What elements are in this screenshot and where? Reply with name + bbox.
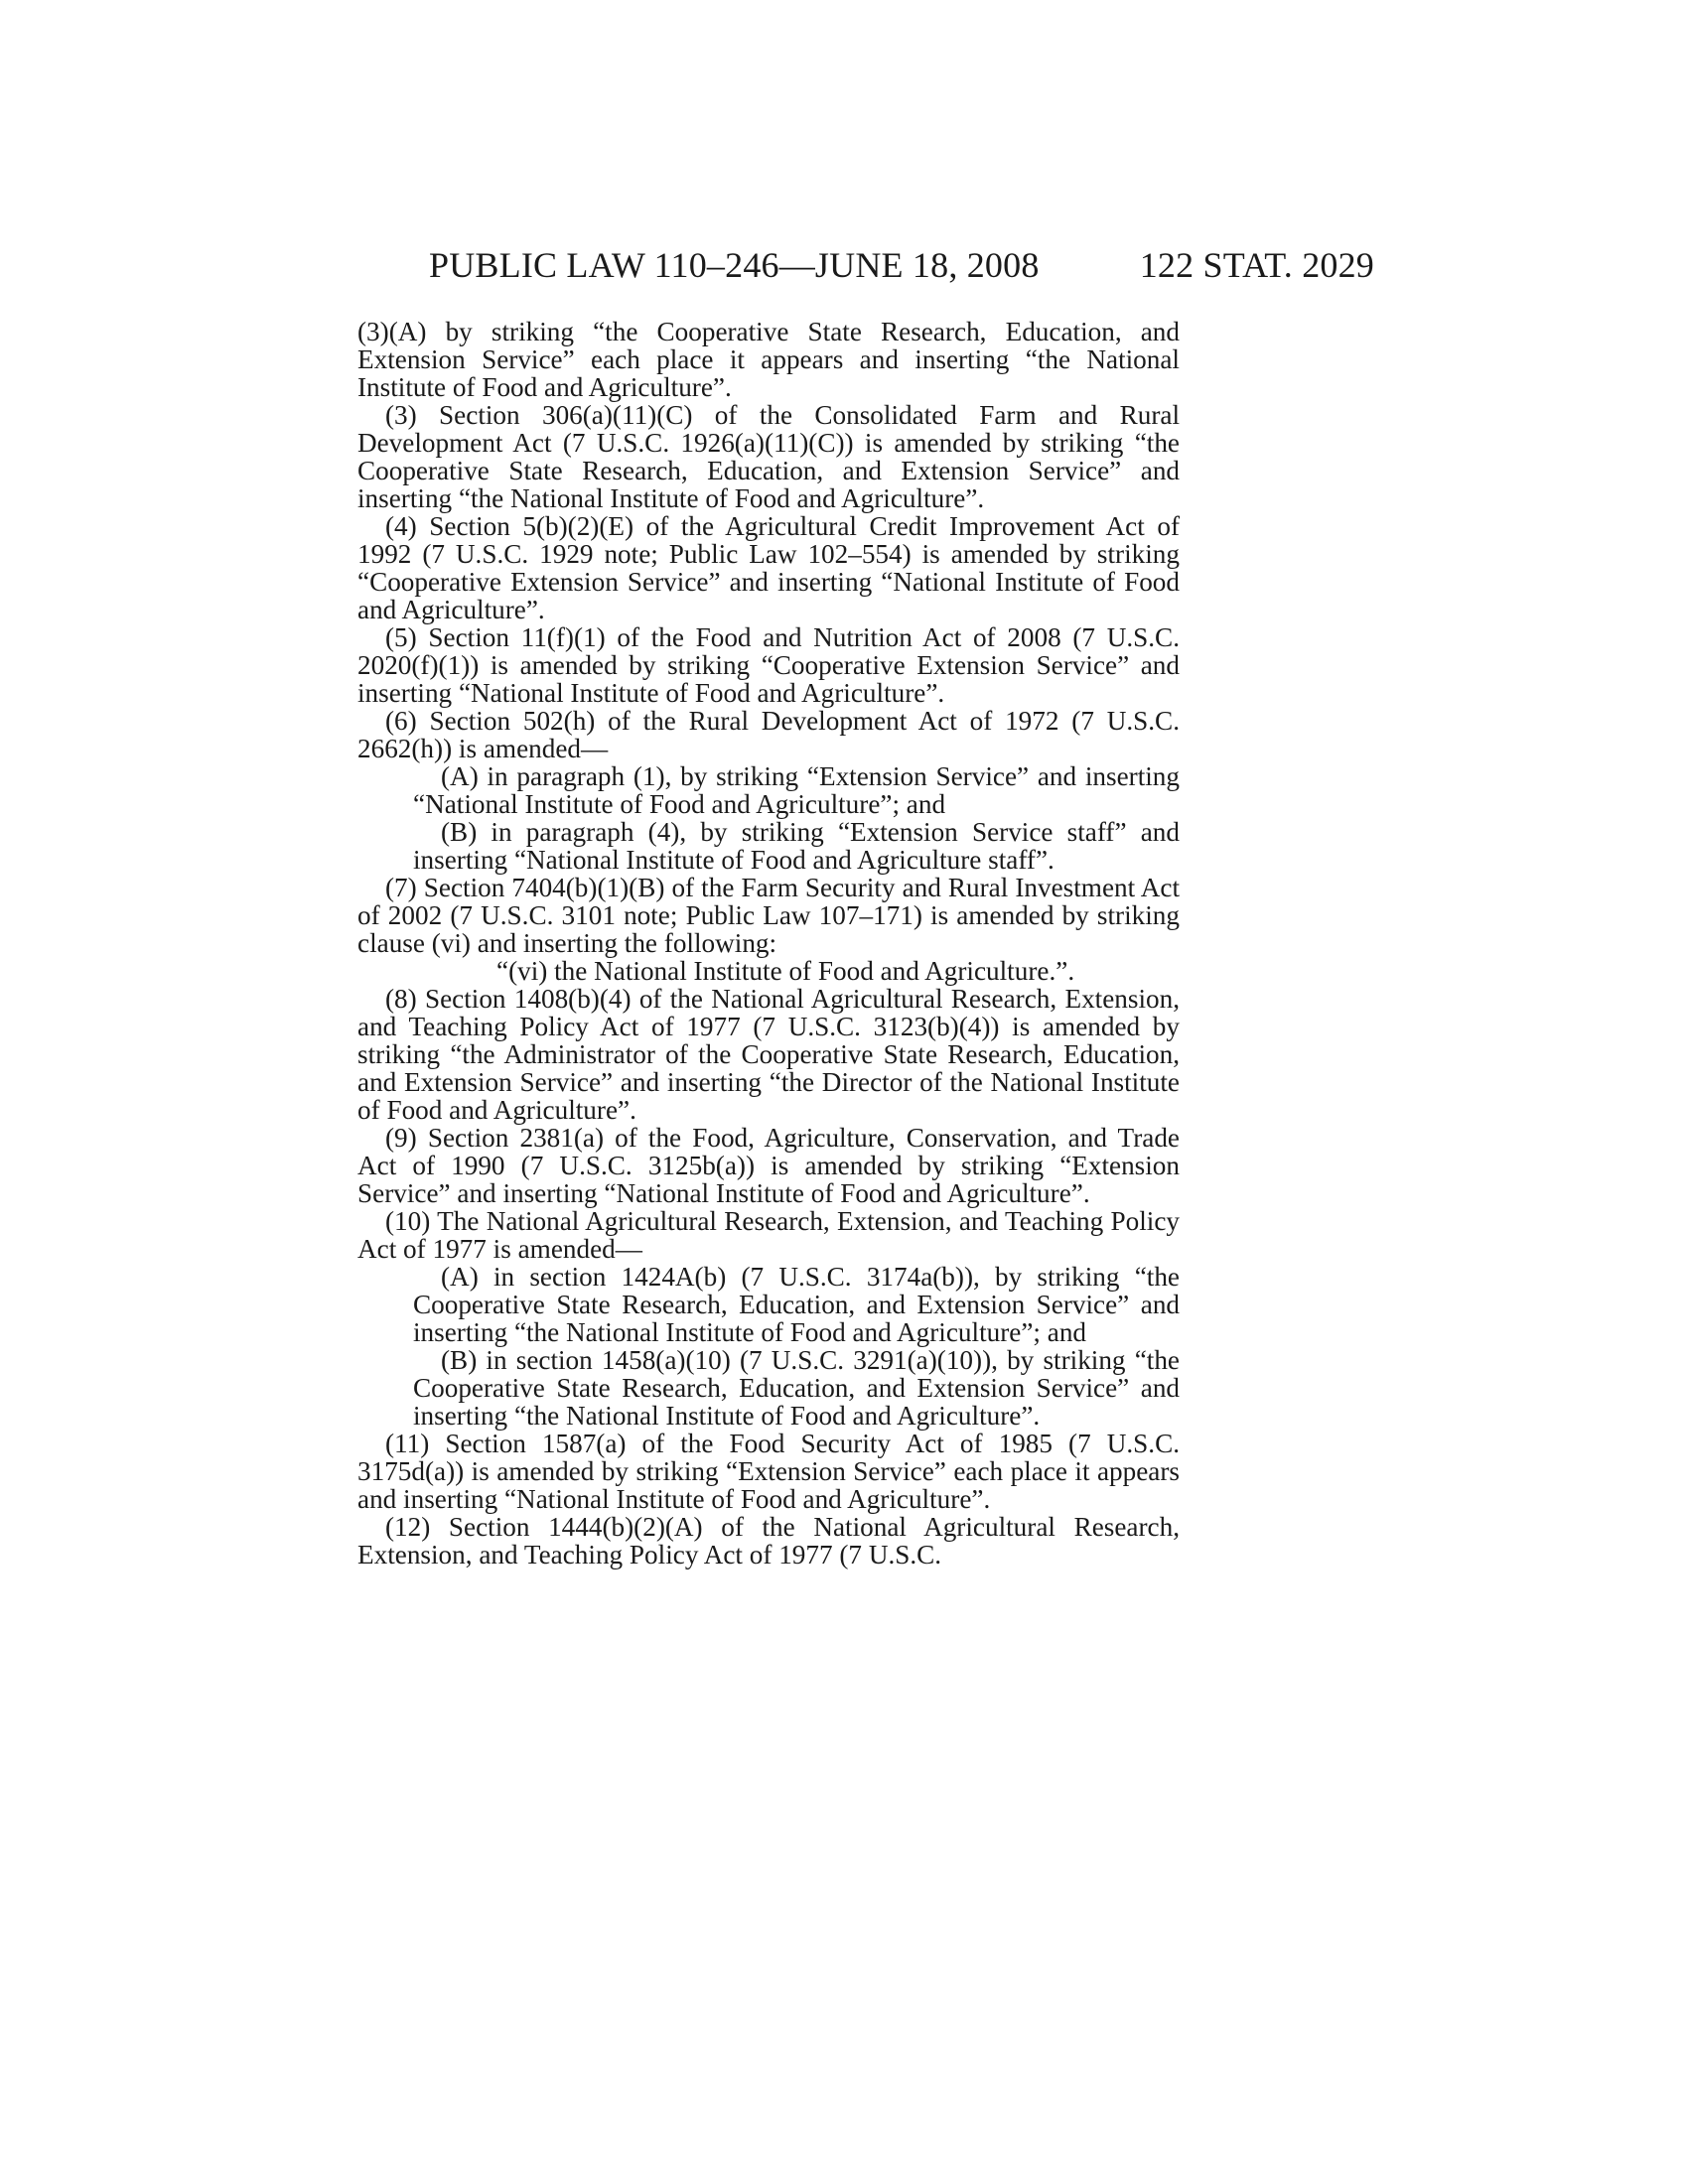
paragraph-8: (8) Section 1408(b)(4) of the National Agricultural Research, Extension, and Teaching Policy Act of 1977 (7 U.S.C. 3123(b)(4)) is amended by striking “the Administrator of the Cooperative State Research, Education, and Extension Service” and inserting “the Director of the National Institute of Food and Agriculture”. bbox=[357, 984, 1180, 1125]
paragraph-6-b: (B) in paragraph (4), by striking “Extension Service staff” and inserting “National Institute of Food and Agriculture staff”. bbox=[413, 817, 1180, 875]
statute-page-number: 122 STAT. 2029 bbox=[1139, 245, 1374, 285]
paragraph-12: (12) Section 1444(b)(2)(A) of the National Agricultural Research, Extension, and Teaching Policy Act of 1977 (7 U.S.C. bbox=[357, 1512, 1180, 1570]
body-text bbox=[357, 318, 1180, 1569]
paragraph-5: (5) Section 11(f)(1) of the Food and Nutrition Act of 2008 (7 U.S.C. 2020(f)(1)) is amended by striking “Cooperative Extension Service” and inserting “National Institute of Food and Agriculture”. bbox=[357, 622, 1180, 708]
paragraph-11: (11) Section 1587(a) of the Food Security Act of 1985 (7 U.S.C. 3175d(a)) is amended by striking “Extension Service” each place it appears and inserting “National Institute of Food and Agriculture”. bbox=[357, 1429, 1180, 1514]
paragraph-10-a: (A) in section 1424A(b) (7 U.S.C. 3174a(b)), by striking “the Cooperative State Research, Education, and Extension Service” and inserting “the National Institute of Food and Agriculture”; and bbox=[413, 1262, 1180, 1347]
paragraph-10: (10) The National Agricultural Research, Extension, and Teaching Policy Act of 1977 is amended— bbox=[357, 1206, 1180, 1264]
paragraph-7: (7) Section 7404(b)(1)(B) of the Farm Security and Rural Investment Act of 2002 (7 U.S.C. 3101 note; Public Law 107–171) is amended by striking clause (vi) and inserting the following: bbox=[357, 873, 1180, 958]
paragraph-6-a: (A) in paragraph (1), by striking “Extension Service” and inserting “National Institute of Food and Agriculture”; and bbox=[413, 761, 1180, 819]
paragraph-6: (6) Section 502(h) of the Rural Development Act of 1972 (7 U.S.C. 2662(h)) is amended— bbox=[357, 706, 1180, 763]
paragraph-7-clause-vi: “(vi) the National Institute of Food and Agriculture.”. bbox=[496, 956, 1075, 986]
paragraph-3-a-continuation: (3)(A) by striking “the Cooperative State Research, Education, and Extension Service” each place it appears and inserting “the National Institute of Food and Agriculture”. bbox=[357, 317, 1180, 402]
paragraph-10-b: (B) in section 1458(a)(10) (7 U.S.C. 3291(a)(10)), by striking “the Cooperative State Research, Education, and Extension Service” and inserting “the National Institute of Food and Agriculture”. bbox=[413, 1345, 1180, 1431]
running-head-title: PUBLIC LAW 110–246—JUNE 18, 2008 bbox=[429, 245, 1040, 285]
paragraph-9: (9) Section 2381(a) of the Food, Agriculture, Conservation, and Trade Act of 1990 (7 U.S.C. 3125b(a)) is amended by striking “Extension Service” and inserting “National Institute of Food and Agriculture”. bbox=[357, 1123, 1180, 1208]
paragraph-3: (3) Section 306(a)(11)(C) of the Consolidated Farm and Rural Development Act (7 U.S.C. 1926(a)(11)(C)) is amended by striking “the Cooperative State Research, Education, and Extension Service” and inserting “the National Institute of Food and Agriculture”. bbox=[357, 400, 1180, 513]
page-header bbox=[429, 244, 1374, 288]
paragraph-4: (4) Section 5(b)(2)(E) of the Agricultural Credit Improvement Act of 1992 (7 U.S.C. 1929 note; Public Law 102–554) is amended by striking “Cooperative Extension Service” and inserting “National Institute of Food and Agriculture”. bbox=[357, 511, 1180, 624]
